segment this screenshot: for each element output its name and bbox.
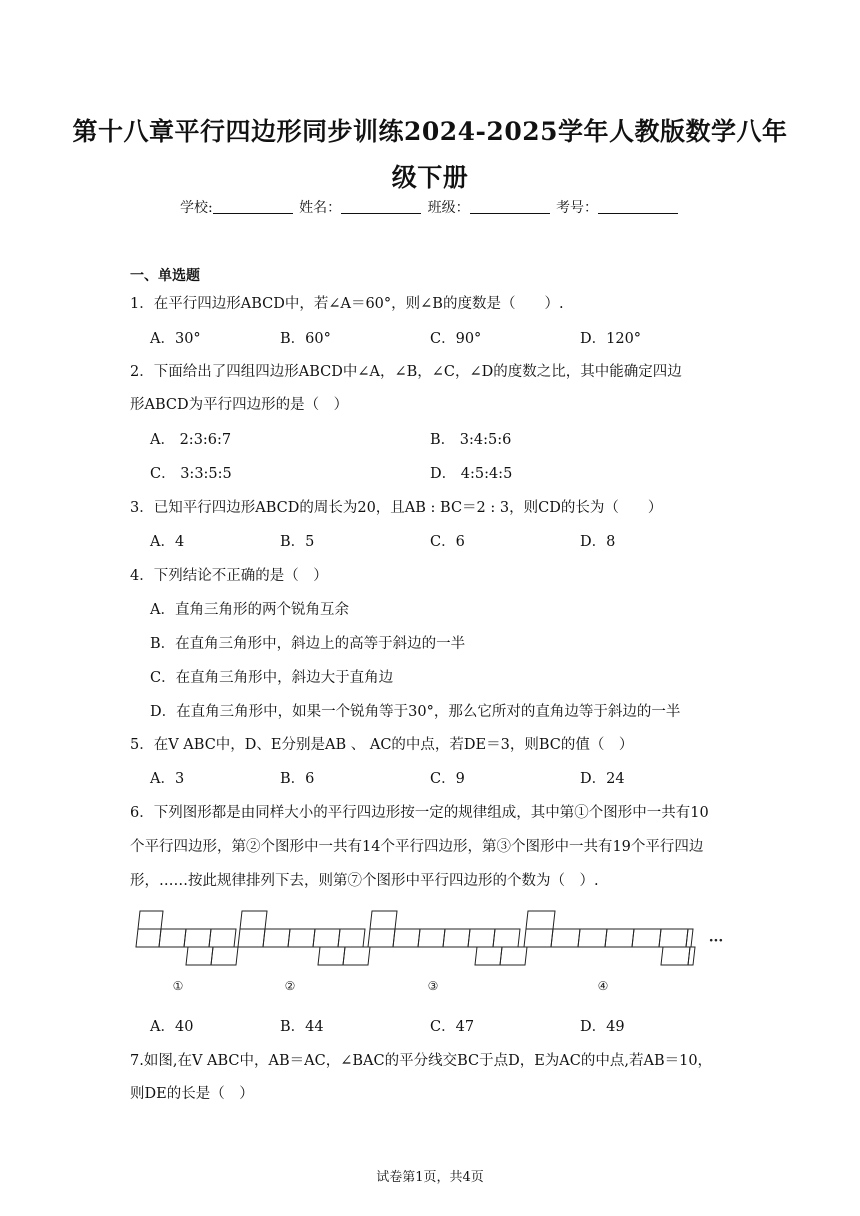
exam-no-label: 考号： [556, 200, 599, 216]
q6-option-a: A．40 [150, 1019, 194, 1035]
q6-option-c: C．47 [430, 1019, 475, 1035]
q2-option-b: B． 3:4:5:6 [430, 432, 512, 448]
q2-option-a: A． 2:3:6:7 [150, 432, 232, 448]
exam-title-line1: 第十八章平行四边形同步训练2024-2025学年人教版数学八年 [72, 117, 788, 146]
q6-stem-line2: 个平行四边形，第②个图形中一共有14个平行四边形，第③个图形中一共有19个平行四边 [130, 839, 704, 855]
figure-label-2: ② [284, 979, 296, 993]
q5-stem: 5．在V ABC中，D、E分别是AB 、 AC的中点，若DE＝3，则BC的值（ ） [130, 737, 634, 753]
q6-option-d: D．49 [580, 1019, 625, 1035]
q1-option-d: D．120° [580, 331, 642, 347]
q4-option-b: B．在直角三角形中，斜边上的高等于斜边的一半 [150, 636, 466, 652]
class-blank [470, 199, 550, 214]
q2-option-d: D． 4:5:4:5 [430, 466, 513, 482]
pattern-figure-4 [524, 911, 695, 965]
school-label: 学校: [179, 200, 213, 216]
q7-stem-line1: 7.如图,在V ABC中，AB＝AC，∠BAC的平分线交BC于点D，E为AC的中点,若AB＝10， [130, 1053, 713, 1069]
name-blank [341, 199, 421, 214]
q4-option-a: A．直角三角形的两个锐角互余 [150, 602, 349, 618]
pattern-figure-2 [238, 911, 370, 965]
figure-ellipsis: ··· [708, 933, 724, 949]
q5-option-a: A．3 [150, 771, 185, 787]
q1-option-b: B．60° [280, 331, 331, 347]
q4-option-c: C．在直角三角形中，斜边大于直角边 [150, 670, 394, 686]
q3-option-c: C．6 [430, 534, 465, 550]
section-heading: 一、单选题 [130, 268, 200, 284]
q3-option-d: D．8 [580, 534, 616, 550]
pattern-figure-3 [368, 911, 527, 965]
figure-label-3: ③ [427, 979, 439, 993]
student-info-row [0, 197, 860, 217]
name-label: 姓名： [299, 200, 342, 216]
figure-label-1: ① [172, 979, 184, 993]
school-blank [213, 199, 293, 214]
q3-option-b: B．5 [280, 534, 315, 550]
q4-stem: 4．下列结论不正确的是（ ） [130, 568, 328, 584]
exam-title-line2: 级下册 [391, 163, 469, 192]
q5-option-d: D．24 [580, 771, 625, 787]
q1-stem: 1．在平行四边形ABCD中，若∠A＝60°，则∠B的度数是（ ）. [130, 296, 564, 312]
q6-option-b: B．44 [280, 1019, 324, 1035]
q2-stem-line1: 2．下面给出了四组四边形ABCD中∠A，∠B，∠C，∠D的度数之比，其中能确定四边 [130, 364, 682, 380]
figure-label-4: ④ [597, 979, 609, 993]
q4-option-d: D．在直角三角形中，如果一个锐角等于30°，那么它所对的直角边等于斜边的一半 [150, 704, 681, 720]
q1-option-a: A．30° [150, 331, 201, 347]
exam-no-blank [598, 199, 678, 214]
q5-option-b: B．6 [280, 771, 315, 787]
q3-option-a: A．4 [150, 534, 185, 550]
q1-option-c: C．90° [430, 331, 482, 347]
q2-option-c: C． 3:3:5:5 [150, 466, 232, 482]
q6-stem-line3: 形，……按此规律排列下去，则第⑦个图形中平行四边形的个数为（ ）. [130, 873, 599, 889]
q7-stem-line2: 则DE的长是（ ） [130, 1086, 254, 1102]
q2-stem-line2: 形ABCD为平行四边形的是（ ） [130, 397, 349, 413]
q6-pattern-figure [130, 905, 730, 1000]
class-label: 班级： [427, 200, 470, 216]
q6-stem-line1: 6．下列图形都是由同样大小的平行四边形按一定的规律组成，其中第①个图形中一共有10 [130, 805, 709, 821]
q5-option-c: C．9 [430, 771, 465, 787]
page-footer: 试卷第1页，共4页 [376, 1170, 484, 1185]
pattern-figure-1 [136, 911, 238, 965]
q3-stem: 3．已知平行四边形ABCD的周长为20，且AB : BC＝2 : 3，则CD的长为（ ） [130, 500, 663, 516]
